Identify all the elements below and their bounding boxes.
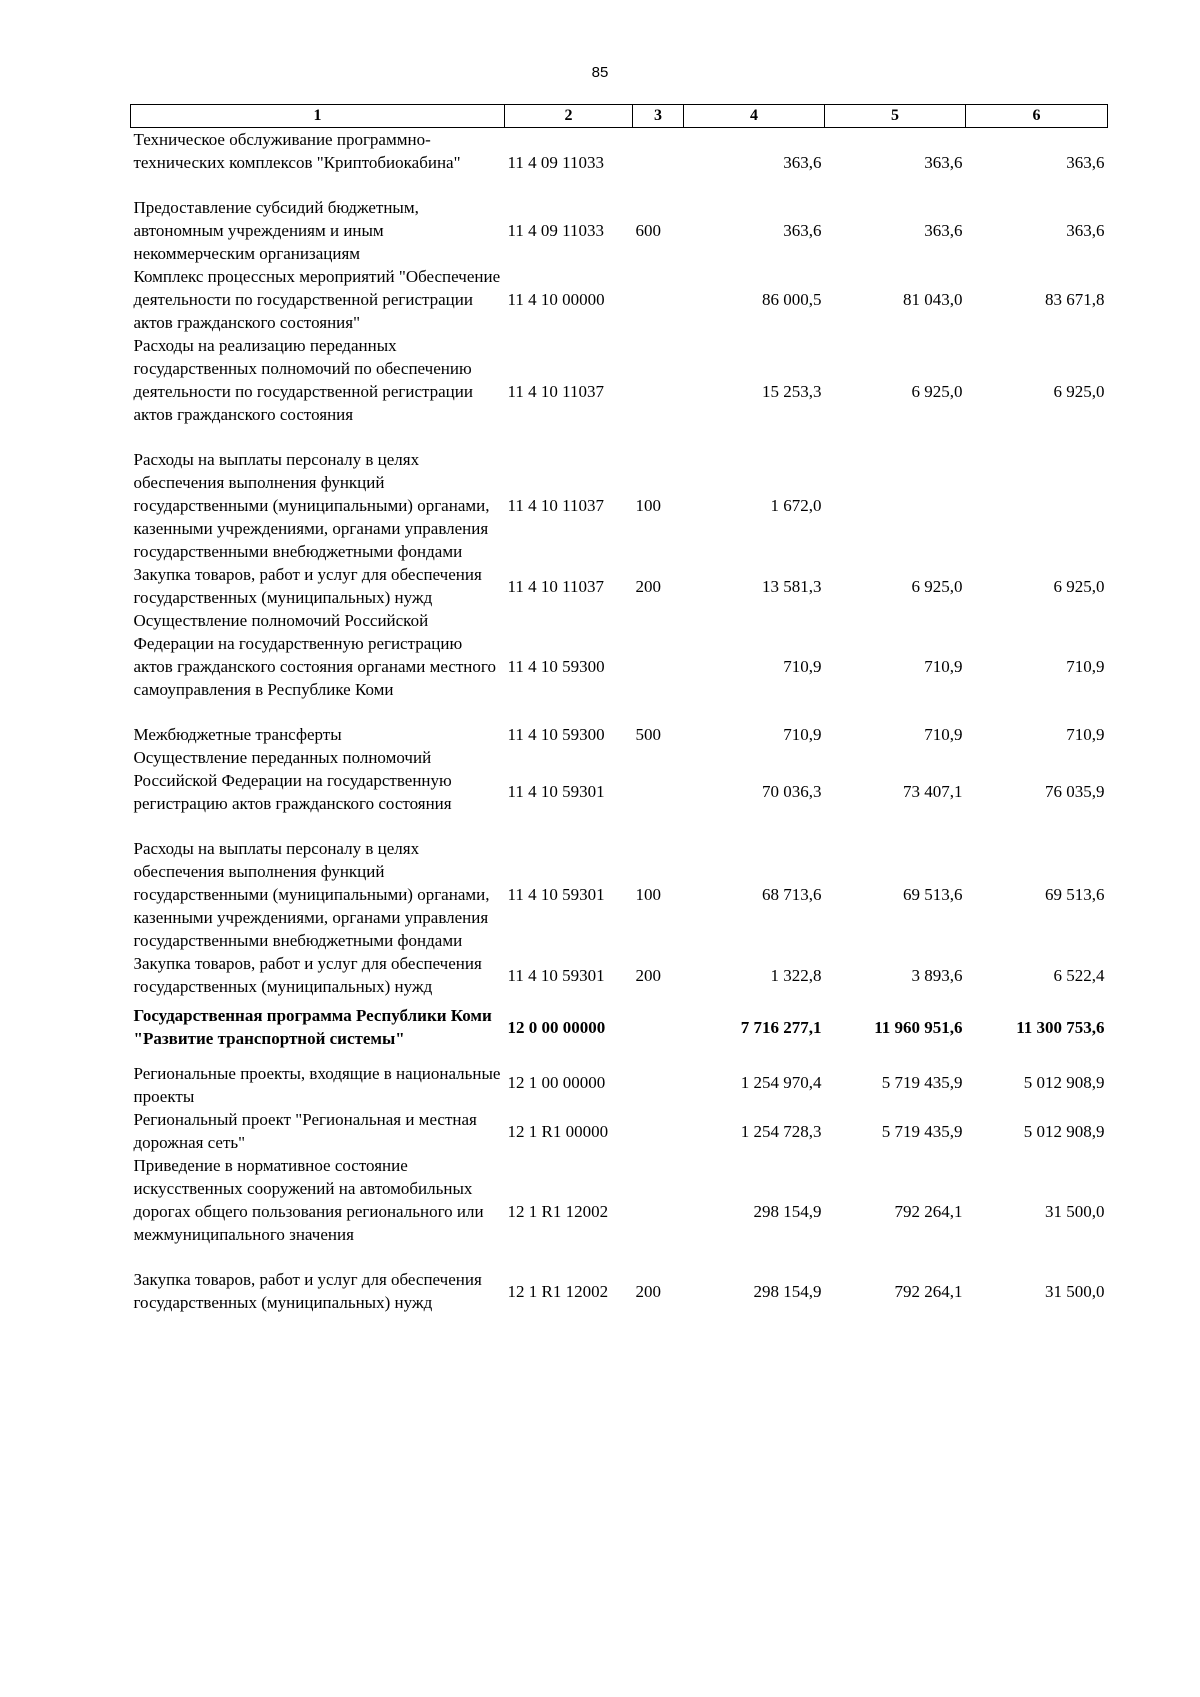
row-code-cell: 11 4 10 00000 bbox=[507, 290, 605, 309]
table-row bbox=[131, 128, 1108, 197]
row-value-3-cell: 710,9 bbox=[1066, 656, 1105, 676]
row-name-cell: Комплекс процессных мероприятий "Обеспечение деятельности по государственной регистрации актов гражданского состояния" bbox=[133, 267, 501, 332]
row-value-2-cell: 363,6 bbox=[924, 152, 963, 172]
row-value-3-cell bbox=[966, 448, 1108, 563]
row-value-2-cell: 69 513,6 bbox=[903, 885, 963, 904]
table-body bbox=[131, 128, 1108, 1315]
row-expense-type-cell: 200 bbox=[635, 576, 661, 596]
table-row bbox=[131, 265, 1108, 334]
row-value-1-cell: 1 322,8 bbox=[770, 965, 822, 985]
table-row bbox=[131, 837, 1108, 952]
row-code-cell: 12 1 R1 12002 bbox=[507, 1201, 609, 1221]
row-value-3-cell: 363,6 bbox=[1066, 152, 1105, 172]
row-expense-type-cell bbox=[633, 334, 684, 448]
table-row bbox=[131, 196, 1108, 265]
row-value-1-cell: 363,6 bbox=[783, 221, 822, 240]
row-expense-type-cell bbox=[633, 265, 684, 334]
row-name-cell: Закупка товаров, работ и услуг для обеспечения государственных (муниципальных) нужд bbox=[133, 565, 482, 607]
table-row bbox=[131, 563, 1108, 609]
row-code-cell: 12 1 R1 00000 bbox=[507, 1121, 609, 1141]
row-expense-type-cell bbox=[633, 1056, 684, 1108]
row-value-2-cell: 6 925,0 bbox=[911, 381, 963, 401]
row-value-3-cell: 6 522,4 bbox=[1053, 965, 1105, 985]
row-value-1-cell: 298 154,9 bbox=[753, 1201, 822, 1221]
row-code-cell: 11 4 10 59301 bbox=[507, 965, 605, 985]
row-value-2-cell: 5 719 435,9 bbox=[881, 1121, 963, 1141]
row-code-cell: 11 4 09 11033 bbox=[507, 152, 604, 172]
row-expense-type-cell bbox=[633, 998, 684, 1056]
column-header: 5 bbox=[825, 105, 966, 128]
row-name-cell: Расходы на выплаты персоналу в целях обеспечения выполнения функций государственными (муниципальными) органами, казенными учреждениями, органами управления государственными внебюджетными фондами bbox=[133, 450, 490, 561]
row-value-2-cell: 792 264,1 bbox=[894, 1201, 963, 1221]
row-expense-type-cell bbox=[633, 609, 684, 723]
row-name-cell: Государственная программа Республики Коми "Развитие транспортной системы" bbox=[133, 1006, 492, 1048]
column-header: 6 bbox=[966, 105, 1108, 128]
row-expense-type-cell: 100 bbox=[635, 496, 661, 515]
row-name-cell: Межбюджетные трансферты bbox=[133, 725, 342, 744]
row-value-1-cell: 15 253,3 bbox=[762, 381, 822, 401]
table-row bbox=[131, 448, 1108, 563]
row-value-2-cell: 710,9 bbox=[924, 656, 963, 676]
table-row bbox=[131, 1268, 1108, 1314]
row-value-1-cell: 710,9 bbox=[783, 656, 822, 676]
table-row bbox=[131, 609, 1108, 723]
row-value-3-cell: 76 035,9 bbox=[1045, 782, 1105, 801]
column-header: 1 bbox=[131, 105, 505, 128]
row-value-1-cell: 363,6 bbox=[783, 152, 822, 172]
row-value-3-cell: 31 500,0 bbox=[1045, 1201, 1105, 1221]
row-value-3-cell: 710,9 bbox=[1066, 725, 1105, 744]
row-name-cell: Предоставление субсидий бюджетным, автономным учреждениям и иным некоммерческим организациям bbox=[133, 198, 419, 263]
table-row bbox=[131, 746, 1108, 837]
row-value-3-cell: 83 671,8 bbox=[1045, 290, 1105, 309]
row-name-cell: Закупка товаров, работ и услуг для обеспечения государственных (муниципальных) нужд bbox=[133, 954, 482, 996]
row-code-cell: 11 4 10 59301 bbox=[507, 782, 605, 801]
row-expense-type-cell: 100 bbox=[635, 885, 661, 904]
row-value-2-cell: 710,9 bbox=[924, 725, 963, 744]
row-expense-type-cell bbox=[633, 746, 684, 837]
row-value-3-cell: 363,6 bbox=[1066, 221, 1105, 240]
table-row bbox=[131, 952, 1108, 998]
row-value-3-cell: 31 500,0 bbox=[1045, 1281, 1105, 1301]
row-value-3-cell: 69 513,6 bbox=[1045, 885, 1105, 904]
column-header: 4 bbox=[684, 105, 825, 128]
row-value-2-cell: 792 264,1 bbox=[894, 1281, 963, 1301]
row-name-cell: Расходы на выплаты персоналу в целях обеспечения выполнения функций государственными (муниципальными) органами, казенными учреждениями, органами управления государственными внебюджетными фондами bbox=[133, 839, 490, 950]
row-value-3-cell: 5 012 908,9 bbox=[1023, 1121, 1105, 1141]
row-name-cell: Расходы на реализацию переданных государственных полномочий по обеспечению деятельности по государственной регистрации актов гражданского состояния bbox=[133, 336, 473, 424]
column-header: 3 bbox=[633, 105, 684, 128]
row-name-cell: Закупка товаров, работ и услуг для обеспечения государственных (муниципальных) нужд bbox=[133, 1270, 482, 1312]
table-row bbox=[131, 723, 1108, 746]
row-value-3-cell: 6 925,0 bbox=[1053, 576, 1105, 596]
row-value-3-cell: 11 300 753,6 bbox=[1016, 1017, 1105, 1037]
row-value-2-cell: 3 893,6 bbox=[911, 965, 963, 985]
row-expense-type-cell: 200 bbox=[635, 1281, 661, 1301]
row-value-1-cell: 86 000,5 bbox=[762, 290, 822, 309]
row-value-2-cell: 6 925,0 bbox=[911, 576, 963, 596]
row-expense-type-cell: 600 bbox=[635, 221, 661, 240]
column-header: 2 bbox=[505, 105, 633, 128]
row-value-3-cell: 5 012 908,9 bbox=[1023, 1072, 1105, 1092]
row-expense-type-cell: 200 bbox=[635, 965, 661, 985]
row-value-1-cell: 70 036,3 bbox=[762, 782, 822, 801]
table-row bbox=[131, 334, 1108, 448]
row-code-cell: 11 4 10 11037 bbox=[507, 576, 604, 596]
row-code-cell: 12 1 R1 12002 bbox=[507, 1281, 609, 1301]
table-row bbox=[131, 1154, 1108, 1268]
row-value-1-cell: 1 254 970,4 bbox=[740, 1072, 822, 1092]
row-expense-type-cell bbox=[633, 1108, 684, 1154]
row-value-3-cell: 6 925,0 bbox=[1053, 381, 1105, 401]
row-code-cell: 11 4 10 11037 bbox=[507, 496, 604, 515]
row-name-cell: Техническое обслуживание программно-технических комплексов "Криптобиокабина" bbox=[133, 130, 461, 172]
table-row bbox=[131, 998, 1108, 1056]
page-number: 85 bbox=[591, 64, 609, 81]
row-value-1-cell: 1 672,0 bbox=[770, 496, 822, 515]
budget-table bbox=[130, 104, 1108, 1314]
row-name-cell: Осуществление переданных полномочий Российской Федерации на государственную регистрацию актов гражданского состояния bbox=[133, 748, 452, 813]
row-name-cell: Осуществление полномочий Российской Федерации на государственную регистрацию актов гражданского состояния органами местного самоуправления в Республике Коми bbox=[133, 611, 496, 699]
row-value-1-cell: 1 254 728,3 bbox=[740, 1121, 822, 1141]
row-value-2-cell: 81 043,0 bbox=[903, 290, 963, 309]
row-name-cell: Приведение в нормативное состояние искусственных сооружений на автомобильных дорогах общего пользования регионального или межмуниципального значения bbox=[133, 1156, 484, 1244]
row-code-cell: 11 4 10 59300 bbox=[507, 725, 605, 744]
row-code-cell: 11 4 09 11033 bbox=[507, 221, 604, 240]
row-value-2-cell: 73 407,1 bbox=[903, 782, 963, 801]
row-value-2-cell: 5 719 435,9 bbox=[881, 1072, 963, 1092]
row-expense-type-cell: 500 bbox=[635, 725, 661, 744]
row-name-cell: Региональные проекты, входящие в национальные проекты bbox=[133, 1064, 501, 1106]
row-expense-type-cell bbox=[633, 1154, 684, 1268]
row-expense-type-cell bbox=[633, 128, 684, 197]
row-value-1-cell: 710,9 bbox=[783, 725, 822, 744]
header-row bbox=[131, 105, 1108, 128]
row-name-cell: Региональный проект "Региональная и местная дорожная сеть" bbox=[133, 1110, 477, 1152]
row-code-cell: 12 1 00 00000 bbox=[507, 1072, 606, 1092]
row-code-cell: 12 0 00 00000 bbox=[507, 1017, 606, 1037]
row-code-cell: 11 4 10 59301 bbox=[507, 885, 605, 904]
row-code-cell: 11 4 10 11037 bbox=[507, 381, 604, 401]
row-value-1-cell: 298 154,9 bbox=[753, 1281, 822, 1301]
row-value-1-cell: 13 581,3 bbox=[762, 576, 822, 596]
row-value-2-cell: 11 960 951,6 bbox=[874, 1017, 963, 1037]
table-row bbox=[131, 1056, 1108, 1108]
row-code-cell: 11 4 10 59300 bbox=[507, 656, 605, 676]
row-value-1-cell: 68 713,6 bbox=[762, 885, 822, 904]
row-value-2-cell bbox=[825, 448, 966, 563]
row-value-2-cell: 363,6 bbox=[924, 221, 963, 240]
table-row bbox=[131, 1108, 1108, 1154]
row-value-1-cell: 7 716 277,1 bbox=[740, 1017, 822, 1037]
